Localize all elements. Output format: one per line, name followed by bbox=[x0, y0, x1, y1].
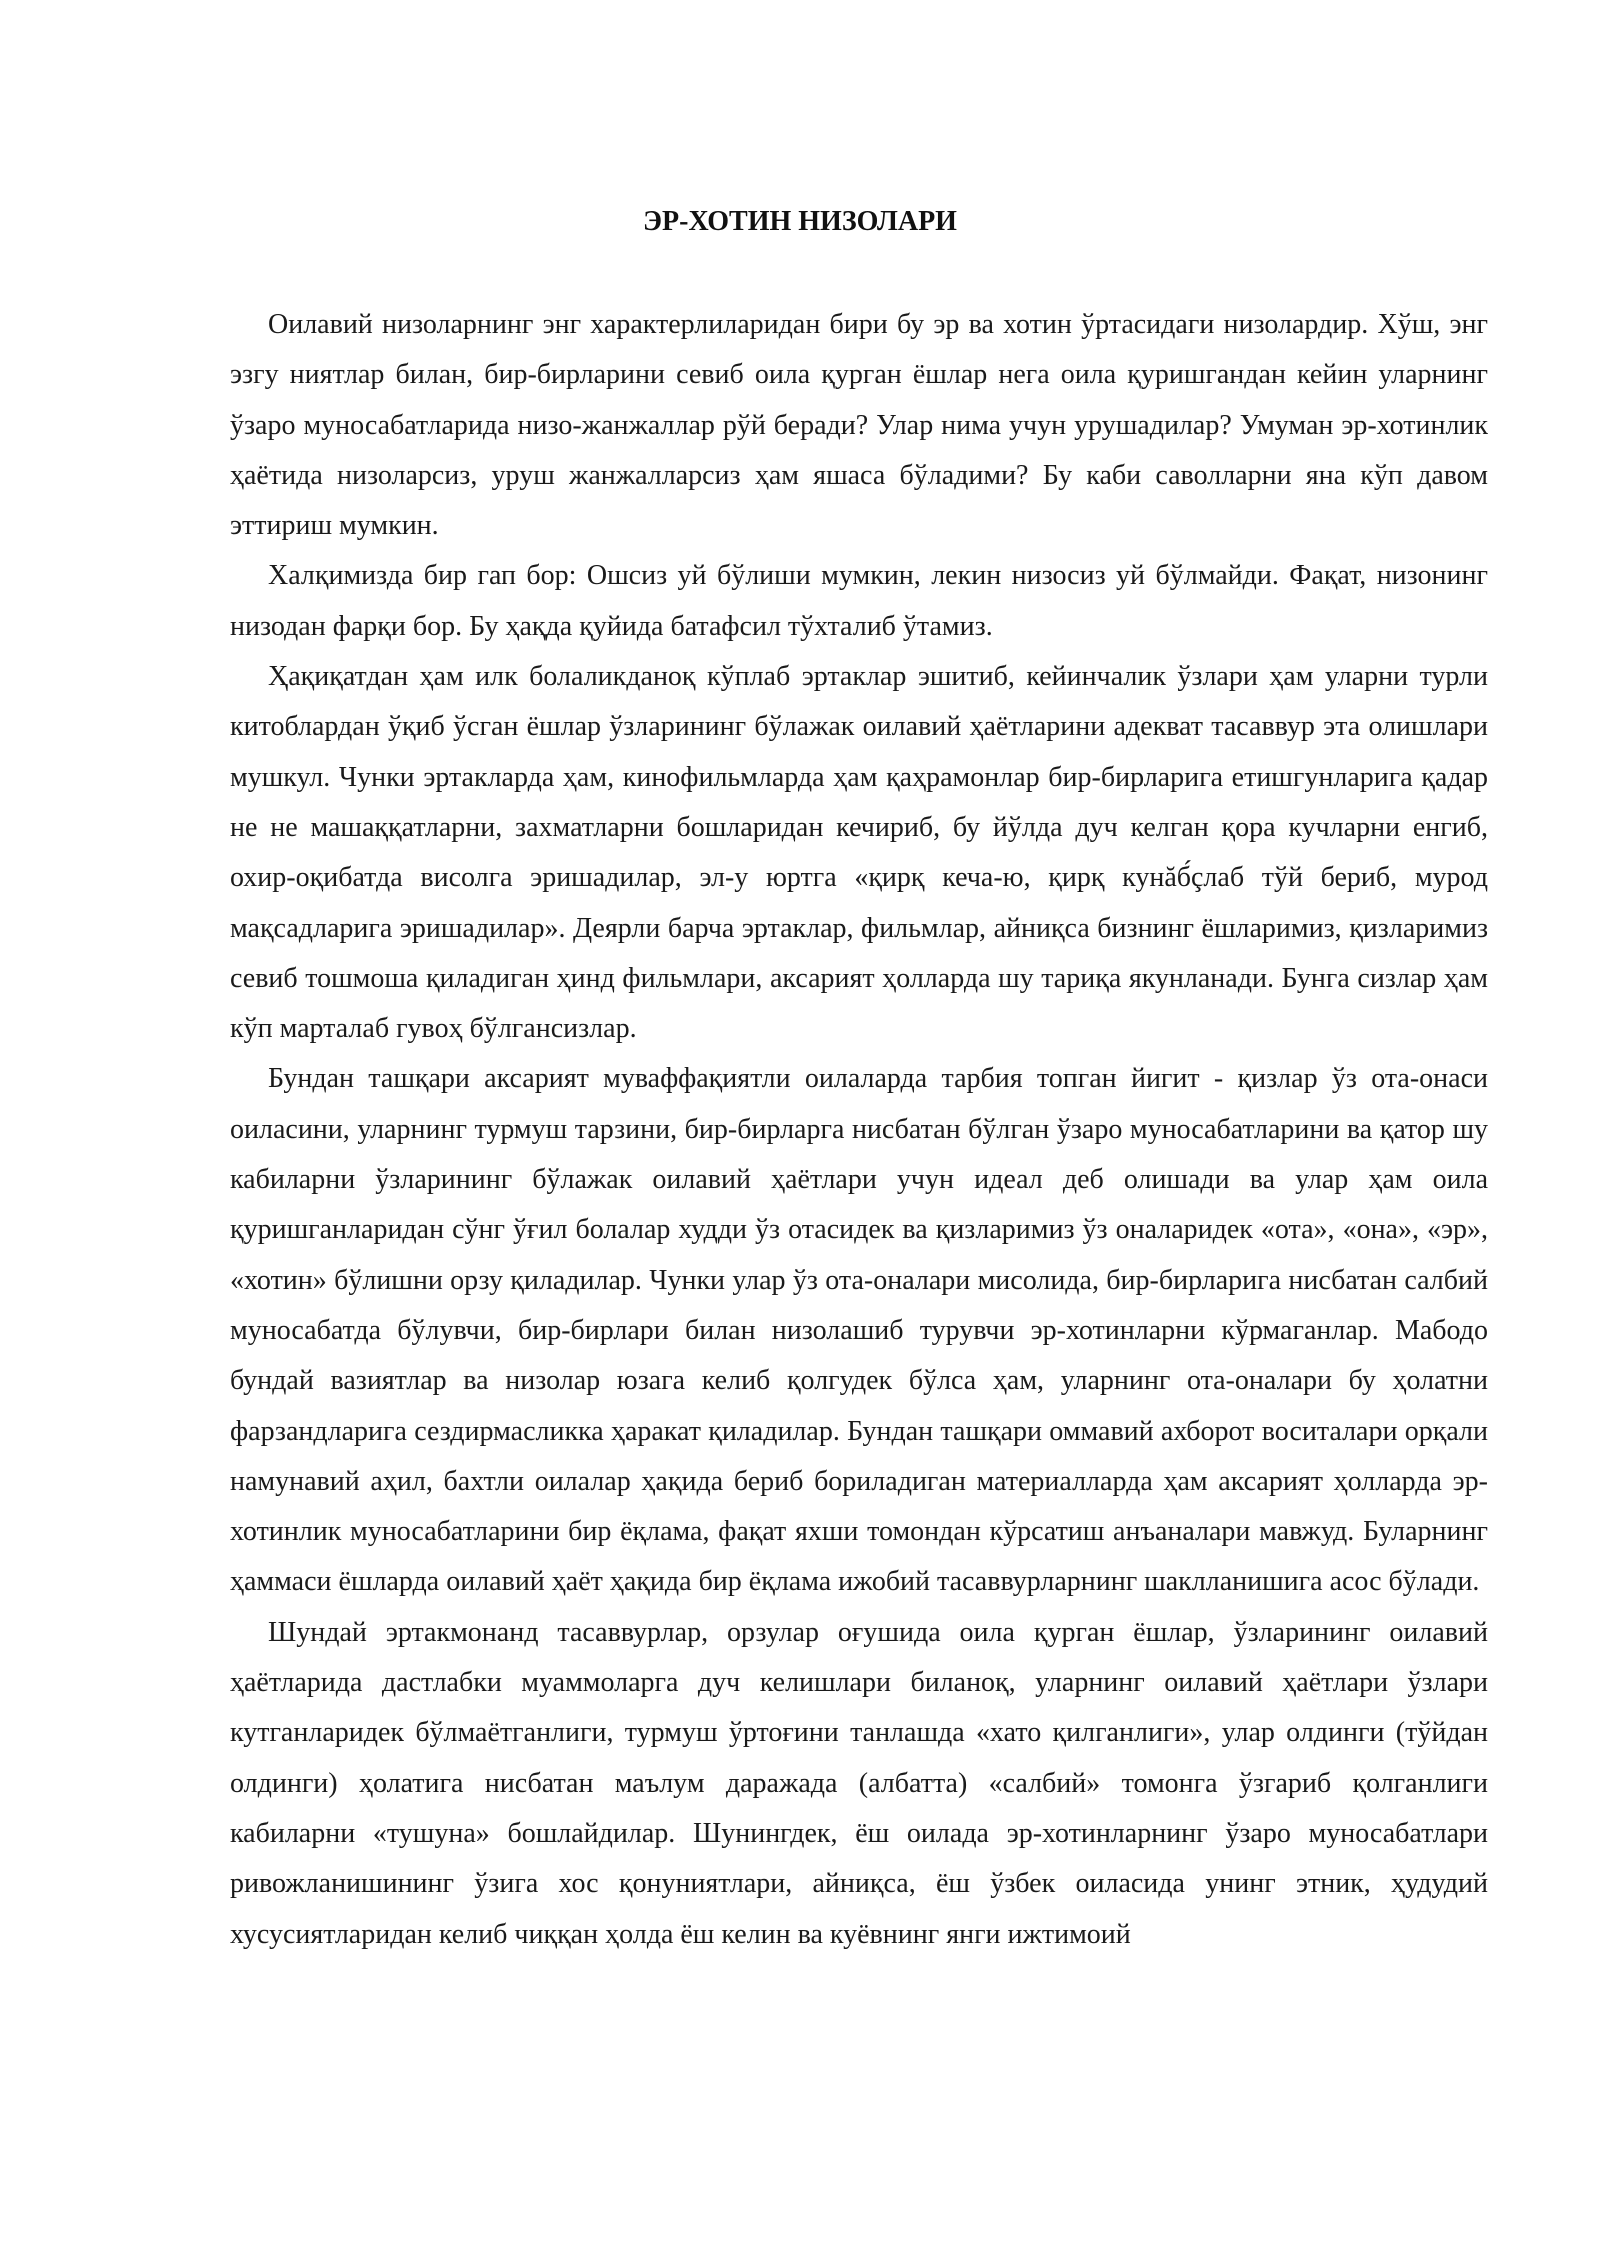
page-title: ЭР-ХОТИН НИЗОЛАРИ bbox=[643, 206, 957, 237]
paragraph-4: Бундан ташқари аксарият муваффақиятли оилаларда тарбия топган йигит - қизлар ўз ота-онаси оиласини, уларнинг турмуш тарзини, бир-бирларга нисбатан бўлган ўзаро муносабатларини ва қатор шу кабиларни ўзларининг бўлажак оилавий ҳаётлари учун идеал деб олишади ва улар ҳам оила қуришганларидан сўнг ўғил болалар худди ўз отасидек ва қизларимиз ўз оналаридек «ота», «она», «эр», «хотин» бўлишни орзу қиладилар. Чунки улар ўз ота-оналари мисолида, бир-бирларига нисбатан салбий муносабатда бўлувчи, бир-бирлари билан низолашиб турувчи эр-хотинларни кўрмаганлар. Мабодо бундай вазиятлар ва низолар юзага келиб қолгудек бўлса ҳам, уларнинг ота-оналари бу ҳолатни фарзандларига сездирмасликка ҳаракат қиладилар. Бундан ташқари оммавий ахборот воситалари орқали намунавий аҳил, бахтли оилалар ҳақида бериб бориладиган материалларда ҳам аксарият ҳолларда эр-хотинлик муносабатларини бир ёқлама, фақат яхши томондан кўрсатиш анъаналари мавжуд. Буларнинг ҳаммаси ёшларда оилавий ҳаёт ҳақида бир ёқлама ижобий тасаввурларнинг шаклланишига асос бўлади. bbox=[230, 1063, 1488, 1598]
paragraph-1: Оилавий низоларнинг энг характерлиларидан бири бу эр ва хотин ўртасидаги низолардир. Хўш, энг эзгу ниятлар билан, бир-бирларини севиб оила қурган ёшлар нега оила қуришгандан кейин уларнинг ўзаро муносабатларида низо-жанжаллар рўй беради? Улар нима учун урушадилар? Умуман эр-хотинлик ҳаётида низоларсиз, уруш жанжалларсиз ҳам яшаса бўладими? Бу каби саволларни яна кўп давом эттириш мумкин. bbox=[230, 309, 1488, 542]
document-body bbox=[230, 300, 1488, 1960]
paragraph-5: Шундай эртакмонанд тасаввурлар, орзулар оғушида оила қурган ёшлар, ўзларининг оилавий ҳаётларида дастлабки муаммоларга дуч келишлари биланоқ, уларнинг оилавий ҳаётлари ўзлари кутганларидек бўлмаётганлиги, турмуш ўртоғини танлашда «хато қилганлиги», улар олдинги (тўйдан олдинги) ҳолатига нисбатан маълум даражада (албатта) «салбий» томонга ўзгариб қолганлиги кабиларни «тушуна» бошлайдилар. Шунингдек, ёш оилада эр-хотинларнинг ўзаро муносабатлари ривожланишининг ўзига хос қонуниятлари, айниқса, ёш ўзбек оиласида унинг этник, ҳудудий хусусиятларидан келиб чиққан ҳолда ёш келин ва куёвнинг янги ижтимоий bbox=[230, 1616, 1488, 1950]
paragraph-2: Халқимизда бир гап бор: Ошсиз уй бўлиши мумкин, лекин низосиз уй бўлмайди. Фақат, низонинг низодан фарқи бор. Бу ҳақда қуйида батафсил тўхталиб ўтамиз. bbox=[230, 560, 1488, 642]
paragraph-3: Ҳақиқатдан ҳам илк болаликданоқ кўплаб эртаклар эшитиб, кейинчалик ўзлари ҳам уларни турли китоблардан ўқиб ўсган ёшлар ўзларининг бўлажак оилавий ҳаётларини адекват тасаввур эта олишлари мушкул. Чунки эртакларда ҳам, кинофильмларда ҳам қаҳрамонлар бир-бирларига етишгунларига қадар не не машаққатларни, захматларни бошларидан кечириб, бу йўлда дуч келган қора кучларни енгиб, охир-оқибатда висолга эришадилар, эл-у юртга «қирқ кеча-ю, қирқ кунăб́çлаб тўй бериб, мурод мақсадларига эришадилар». Деярли барча эртаклар, фильмлар, айниқса бизнинг ёшларимиз, қизларимиз севиб тошмоша қиладиган ҳинд фильмлари, аксарият ҳолларда шу тариқа якунланади. Бунга сизлар ҳам кўп марталаб гувоҳ бўлгансизлар. bbox=[230, 661, 1488, 1045]
